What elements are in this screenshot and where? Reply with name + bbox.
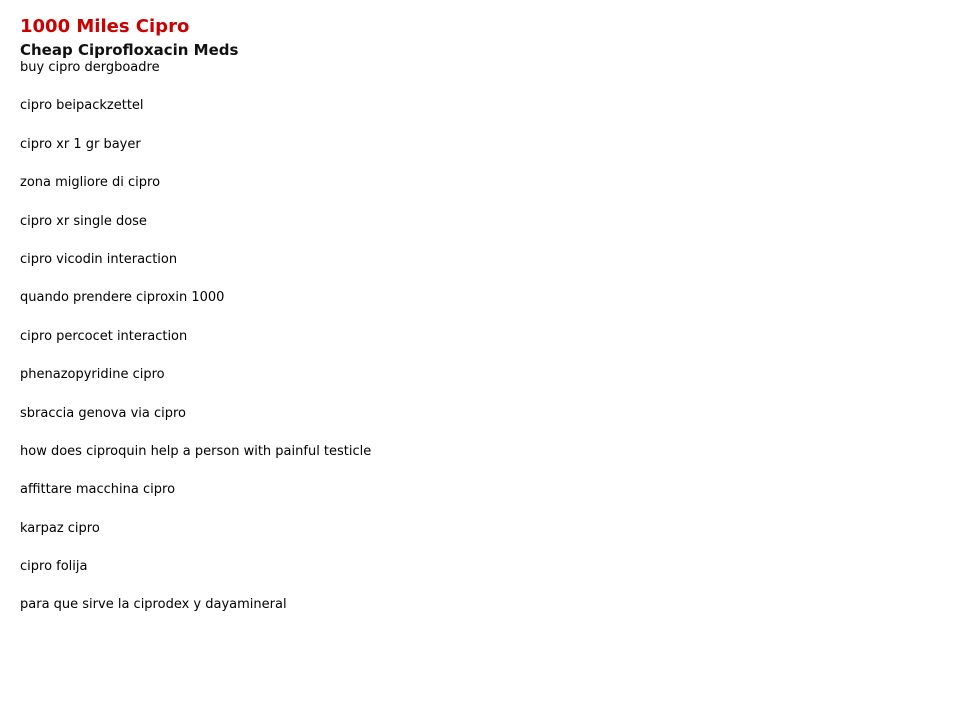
link-cipro-xr-1-gr-bayer[interactable]: cipro xr 1 gr bayer xyxy=(20,136,141,152)
link-list-item xyxy=(20,252,960,290)
link-list-item xyxy=(20,406,960,444)
link-list-item xyxy=(20,482,960,520)
link-buy-cipro-dergboadre[interactable]: buy cipro dergboadre xyxy=(20,60,160,75)
link-list-item xyxy=(20,175,960,213)
link-list xyxy=(20,60,960,636)
link-list-item xyxy=(20,60,960,98)
link-affittare-macchina-cipro[interactable]: affittare macchina cipro xyxy=(20,482,176,498)
link-zona-migliore-di-cipro[interactable]: zona migliore di cipro xyxy=(20,175,161,191)
link-list-item xyxy=(20,329,960,367)
link-cipro-xr-single-dose[interactable]: cipro xr single dose xyxy=(20,213,147,229)
link-list-item xyxy=(20,367,960,405)
link-list-item xyxy=(20,137,960,175)
link-cipro-vicodin-interaction[interactable]: cipro vicodin interaction xyxy=(20,251,178,267)
link-cipro-percocet-interaction[interactable]: cipro percocet interaction xyxy=(20,328,188,344)
link-list-item xyxy=(20,98,960,136)
link-list-item xyxy=(20,290,960,328)
link-cipro-beipackzettel[interactable]: cipro beipackzettel xyxy=(20,98,144,114)
link-list-item xyxy=(20,559,960,597)
link-list-item xyxy=(20,597,960,635)
link-list-item xyxy=(20,444,960,482)
link-sbraccia-genova-via-cipro[interactable]: sbraccia genova via cipro xyxy=(20,405,187,421)
link-karpaz-cipro[interactable]: karpaz cipro xyxy=(20,520,100,536)
link-phenazopyridine-cipro[interactable]: phenazopyridine cipro xyxy=(20,367,165,383)
link-list-item xyxy=(20,521,960,559)
link-how-does-ciproquin-help[interactable]: how does ciproquin help a person with painful testicle xyxy=(20,443,372,459)
link-para-que-sirve-la-ciprodex[interactable]: para que sirve la ciprodex y dayamineral xyxy=(20,597,287,613)
link-list-item xyxy=(20,214,960,252)
site-title: 1000 Miles Cipro xyxy=(20,16,190,37)
site-subtitle: Cheap Ciprofloxacin Meds xyxy=(20,41,239,59)
link-cipro-folija[interactable]: cipro folija xyxy=(20,559,88,575)
link-quando-prendere-ciproxin-1000[interactable]: quando prendere ciproxin 1000 xyxy=(20,290,225,306)
